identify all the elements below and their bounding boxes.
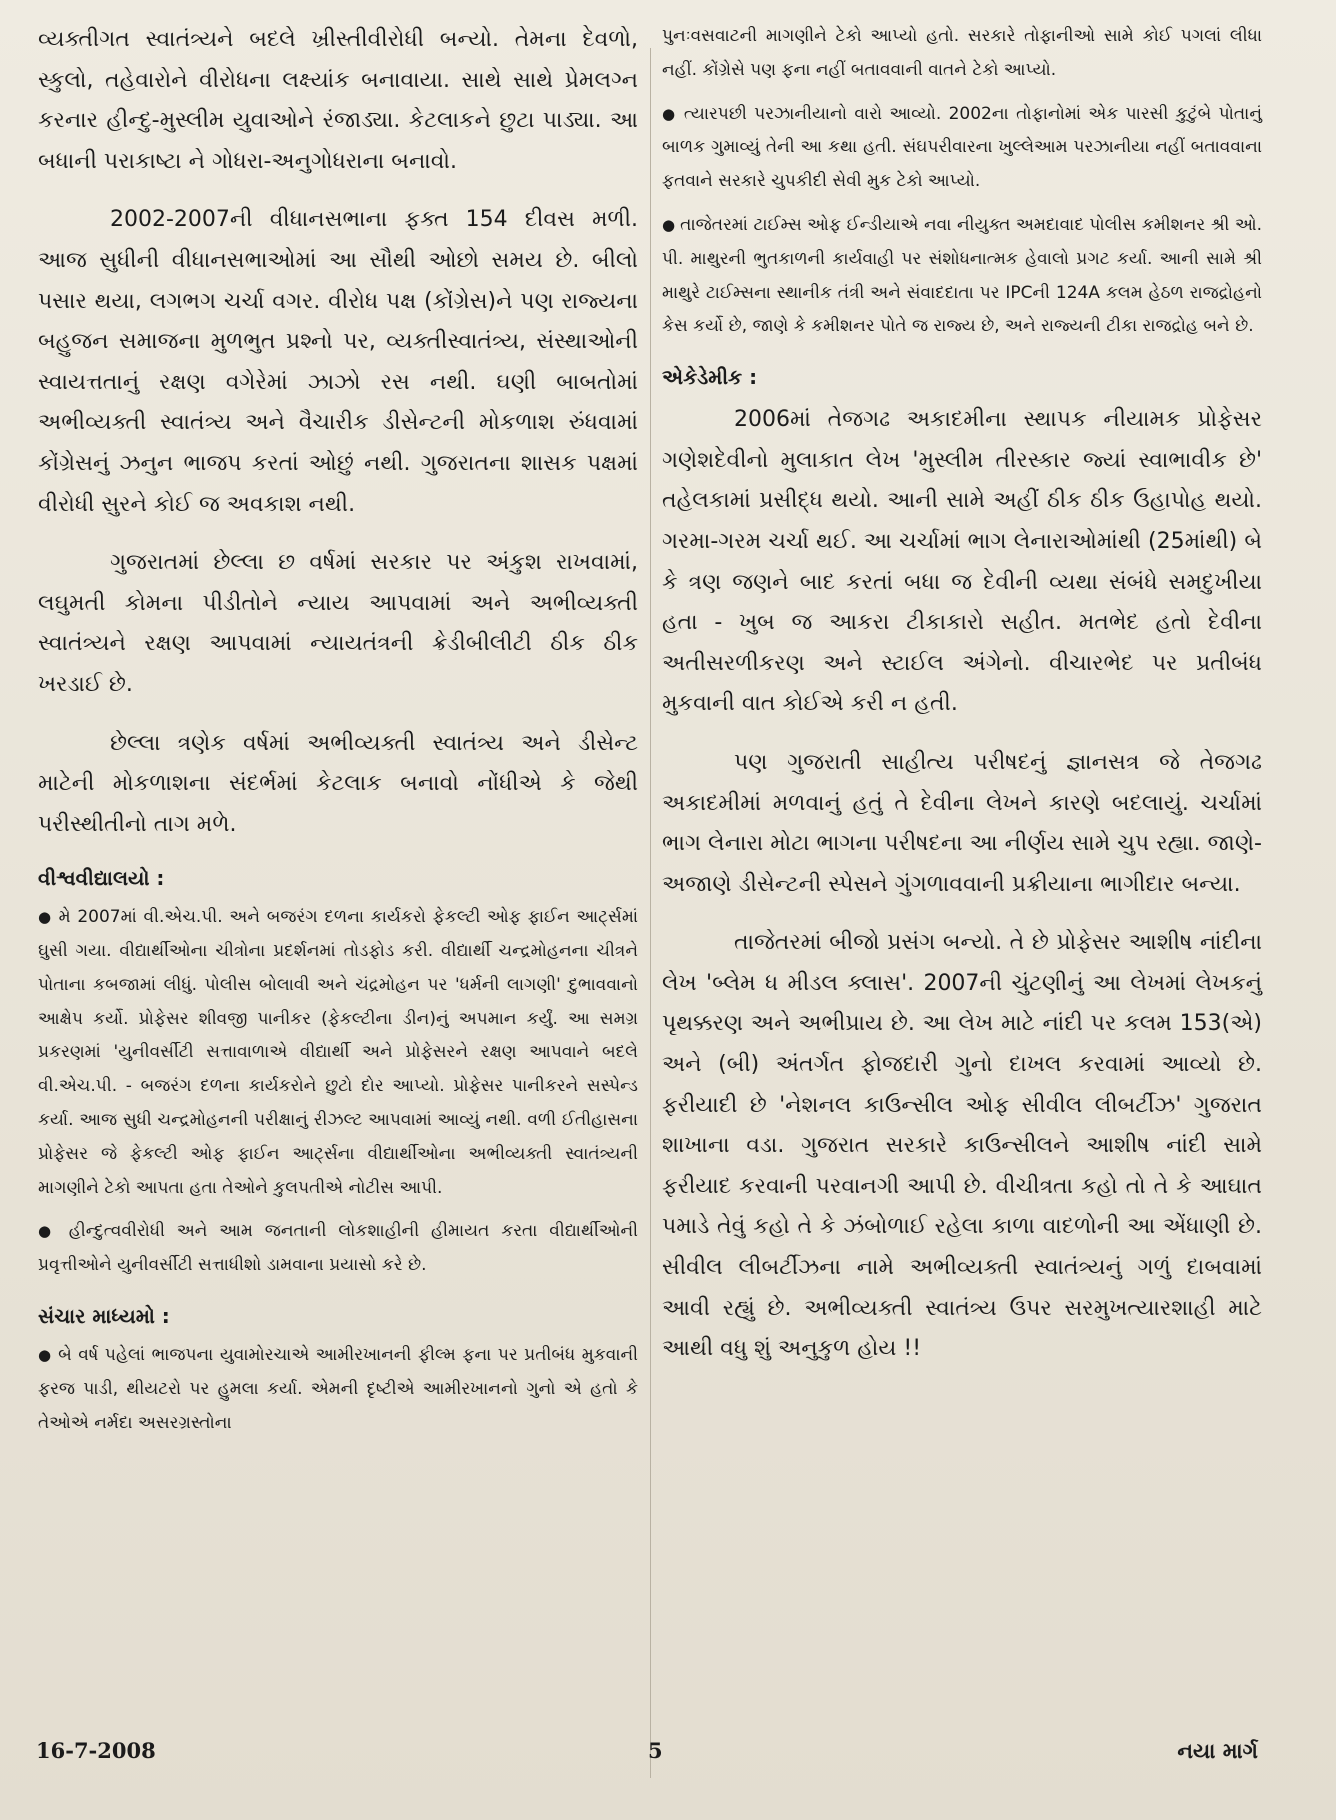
bullet-item: ● તાજેતરમાં ટાઈમ્સ ઓફ ઈન્ડીયાએ નવા નીયુક્ત અમદાવાદ પોલીસ કમીશનર શ્રી ઓ. પી. માથુરની ભુતકાળની કાર્યવાહી પર સંશોધનાત્મક હેવાલો પ્રગટ કર્યા. આની સામે શ્રી માથુરે ટાઈમ્સના સ્થાનીક તંત્રી અને સંવાદદાતા પર IPCની 124A કલમ હેઠળ રાજદ્રોહનો કેસ કર્યો છે, જાણે કે કમીશનર પોતે જ રાજ્ય છે, અને રાજ્યની ટીકા રાજદ્રોહ બને છે. [662,209,1262,344]
page-footer [0,1738,1336,1798]
bullet-item: ● હીન્દુત્વવીરોધી અને આમ જનતાની લોકશાહીની હીમાયત કરતા વીદ્યાર્થીઓની પ્રવૃત્તીઓને યુનીવર્સીટી સત્તાધીશો ડામવાના પ્રયાસો કરે છે. [38,1215,638,1283]
paragraph: છેલ્લા ત્રણેક વર્ષમાં અભીવ્યક્તી સ્વાતંત્ર્ય અને ડીસેન્ટ માટેની મોકળાશના સંદર્ભમાં કેટલાક બનાવો નોંધીએ કે જેથી પરીસ્થીતીનો તાગ મળે. [38,730,638,837]
issue-date: 16-7-2008 [36,1738,156,1763]
bullet-item: ● મે 2007માં વી.એચ.પી. અને બજરંગ દળના કાર્યકરો ફેકલ્ટી ઓફ ફાઈન આર્ટ્સમાં ઘુસી ગયા. વીદ્યાર્થીઓના ચીત્રોના પ્રદર્શનમાં તોડફોડ કરી. વીદ્યાર્થી ચન્દ્રમોહનના ચીત્રને પોતાના કબજામાં લીધું. પોલીસ બોલાવી અને ચંદ્રમોહન પર 'ધર્મની લાગણી' દુભાવવાનો આક્ષેપ કર્યો. પ્રોફેસર શીવજી પાનીકર (ફેકલ્ટીના ડીન)નું અપમાન કર્યું. આ સમગ્ર પ્રકરણમાં 'યુનીવર્સીટી સત્તાવાળાએ વીદ્યાર્થી અને પ્રોફેસરને રક્ષણ આપવાને બદલે વી.એચ.પી. - બજરંગ દળના કાર્યકરોને છુટો દોર આપ્યો. પ્રોફેસર પાનીકરને સસ્પેન્ડ કર્યા. આજ સુધી ચન્દ્રમોહનની પરીક્ષાનું રીઝલ્ટ આપવામાં આવ્યું નથી. વળી ઈતીહાસના પ્રોફેસર જે ફેકલ્ટી ઓફ ફાઈન આર્ટ્સના વીદ્યાર્થીઓના અભીવ્યક્તી સ્વાતંત્ર્યની માગણીને ટેકો આપતા હતા તેઓને કુલપતીએ નોટીસ આપી. [38,901,638,1205]
paragraph: પુનઃવસવાટની માગણીને ટેકો આપ્યો હતો. સરકારે તોફાનીઓ સામે કોઈ પગલાં લીધા નહીં. કોંગ્રેસે પણ ફના નહીં બતાવવાની વાતને ટેકો આપ્યો. [662,26,1262,80]
paragraph: વ્યક્તીગત સ્વાતંત્ર્યને બદલે ખ્રીસ્તીવીરોધી બન્યો. તેમના દેવળો, સ્કુલો, તહેવારોને વીરોધના લક્ષ્યાંક બનાવાયા. સાથે સાથે પ્રેમલગ્ન કરનાર હીન્દુ-મુસ્લીમ યુવાઓને રંજાડ્યા. કેટલાકને છુટા પાડ્યા. આ બધાની પરાકાષ્ટા ને ગોધરા-અનુગોધરાના બનાવો. [38,27,638,174]
paragraph: 2002-2007ની વીધાનસભાના ફક્ત 154 દીવસ મળી. આજ સુધીની વીધાનસભાઓમાં આ સૌથી ઓછો સમય છે. બીલો પસાર થયા, લગભગ ચર્ચા વગર. વીરોધ પક્ષ (કોંગ્રેસ)ને પણ રાજ્યના બહુજન સમાજના મુળભુત પ્રશ્નો પર, વ્યક્તીસ્વાતંત્ર્ય, સંસ્થાઓની સ્વાયત્તતાનું રક્ષણ વગેરેમાં ઝાઝો રસ નથી. ઘણી બાબતોમાં અભીવ્યક્તી સ્વાતંત્ર્ય અને વૈચારીક ડીસેન્ટની મોકળાશ રુંધવામાં કોંગ્રેસનું ઝનુન ભાજપ કરતાં ઓછું નથી. ગુજરાતના શાસક પક્ષમાં વીરોધી સુરને કોઈ જ અવકાશ નથી. [38,207,638,517]
bullet-item: ● ત્યારપછી પરઝાનીયાનો વારો આવ્યો. 2002ના તોફાનોમાં એક પારસી કુટુંબે પોતાનું બાળક ગુમાવ્યું તેની આ કથા હતી. સંઘપરીવારના ખુલ્લેઆમ પરઝાનીયા નહીં બતાવવાના ફતવાને સરકારે ચુપકીદી સેવી મુક ટેકો આપ્યો. [662,98,1262,199]
section-heading-universities: વીશ્વવીદ્યાલયો : [38,866,165,891]
paragraph: ગુજરાતમાં છેલ્લા છ વર્ષમાં સરકાર પર અંકુશ રાખવામાં, લઘુમતી કોમના પીડીતોને ન્યાય આપવામાં અને અભીવ્યક્તી સ્વાતંત્ર્યને રક્ષણ આપવામાં ન્યાયતંત્રની ક્રેડીબીલીટી ઠીક ઠીક ખરડાઈ છે. [38,550,638,697]
section-heading-media: સંચાર માધ્યમો : [38,1304,170,1329]
paragraph: તાજેતરમાં બીજો પ્રસંગ બન્યો. તે છે પ્રોફેસર આશીષ નાંદીના લેખ 'બ્લેમ ધ મીડલ ક્લાસ'. 2007ની ચુંટણીનું આ લેખમાં લેખકનું પૃથક્કરણ અને અભીપ્રાય છે. આ લેખ માટે નાંદી પર કલમ 153(એ) અને (બી) અંતર્ગત ફોજદારી ગુનો દાખલ કરવામાં આવ્યો છે. ફરીયાદી છે 'નેશનલ કાઉન્સીલ ઓફ સીવીલ લીબર્ટીઝ' ગુજરાત શાખાના વડા. ગુજરાત સરકારે કાઉન્સીલને આશીષ નાંદી સામે ફરીયાદ કરવાની પરવાનગી આપી છે. વીચીત્રતા કહો તો તે કે આઘાત પમાડે તેવું કહો તે કે ઝંબોળાઈ રહેલા કાળા વાદળોની આ એંધાણી છે. સીવીલ લીબર્ટીઝના નામે અભીવ્યક્તી સ્વાતંત્ર્યનું ગળું દાબવામાં આવી રહ્યું છે. અભીવ્યક્તી સ્વાતંત્ર્ય ઉપર સરમુખત્યારશાહી માટે આથી વધુ શું અનુકુળ હોય !! [662,930,1262,1362]
bullet-item: ● બે વર્ષ પહેલાં ભાજપના યુવામોરચાએ આમીરખાનની ફીલ્મ ફના પર પ્રતીબંધ મુકવાની ફરજ પાડી, થીયટરો પર હુમલા કર્યા. એમની દૃષ્ટીએ આમીરખાનનો ગુનો એ હતો કે તેઓએ નર્મદા અસરગ્રસ્તોના [38,1339,638,1440]
page-number: 5 [648,1738,663,1763]
section-heading-academic: એકેડેમીક : [662,365,758,390]
paragraph: પણ ગુજરાતી સાહીત્ય પરીષદનું જ્ઞાનસત્ર જે તેજગઢ અકાદમીમાં મળવાનું હતું તે દેવીના લેખને કારણે બદલાયું. ચર્ચામાં ભાગ લેનારા મોટા ભાગના પરીષદના આ નીર્ણય સામે ચુપ રહ્યા. જાણે-અજાણે ડીસેન્ટની સ્પેસને ગુંગળાવવાની પ્રક્રીયાના ભાગીદાર બન્યા. [662,749,1262,897]
magazine-name: નયા માર્ગ [1177,1738,1258,1763]
right-column [662,20,1262,1370]
column-divider [650,48,651,1778]
left-column [38,20,638,1440]
paragraph: 2006માં તેજગઢ અકાદમીના સ્થાપક નીયામક પ્રોફેસર ગણેશદેવીનો મુલાકાત લેખ 'મુસ્લીમ તીરસ્કાર જ્યાં સ્વાભાવીક છે' તહેલકામાં પ્રસીદ્ધ થયો. આની સામે અહીં ઠીક ઠીક ઉહાપોહ થયો. ગરમા-ગરમ ચર્ચા થઈ. આ ચર્ચામાં ભાગ લેનારાઓમાંથી (25માંથી) બે કે ત્રણ જણને બાદ કરતાં બધા જ દેવીની વ્યથા સંબંધે સમદુખીયા હતા - ખુબ જ આકરા ટીકાકારો સહીત. મતભેદ હતો દેવીના અતીસરળીકરણ અને સ્ટાઈલ અંગેનો. વીચારભેદ પર પ્રતીબંધ મુકવાની વાત કોઈએ કરી ન હતી. [662,407,1262,717]
